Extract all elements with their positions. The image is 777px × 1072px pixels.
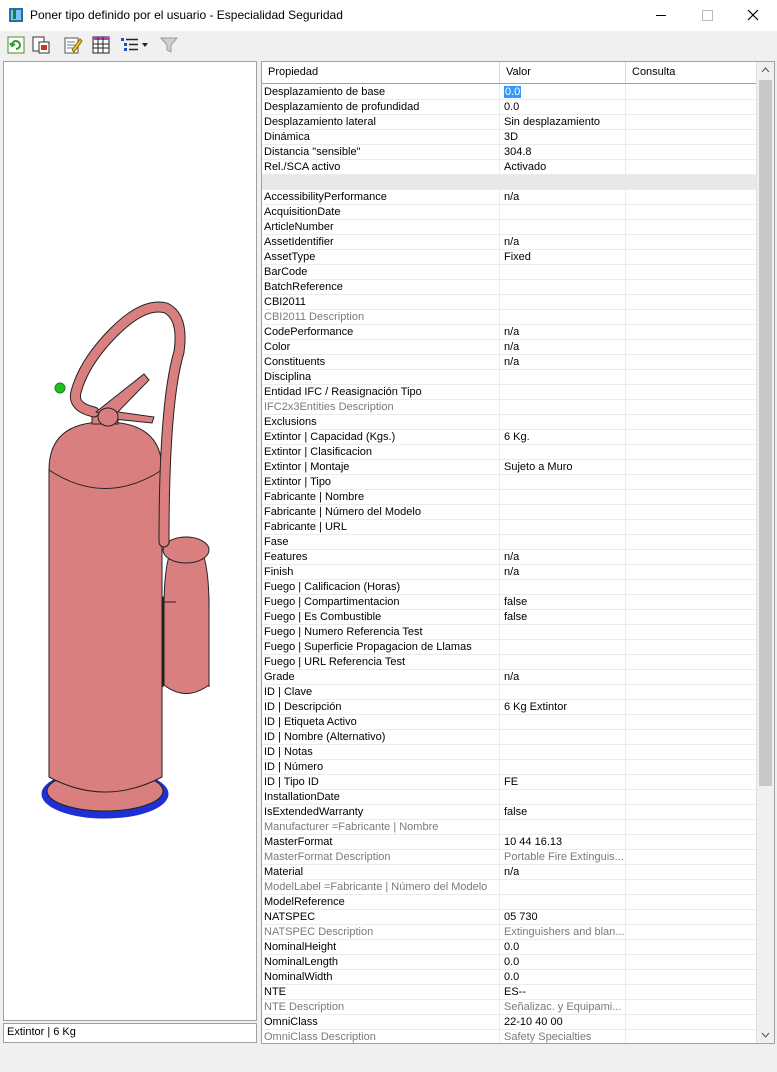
property-name-cell: Extintor | Capacidad (Kgs.) bbox=[262, 430, 500, 445]
query-cell[interactable] bbox=[626, 475, 758, 490]
query-cell[interactable] bbox=[626, 490, 758, 505]
query-cell[interactable] bbox=[626, 700, 758, 715]
property-value-cell[interactable] bbox=[500, 295, 626, 310]
query-cell[interactable] bbox=[626, 745, 758, 760]
query-cell[interactable] bbox=[626, 235, 758, 250]
grid-row[interactable] bbox=[262, 460, 758, 475]
property-value-cell[interactable] bbox=[500, 220, 626, 235]
query-cell[interactable] bbox=[626, 940, 758, 955]
grid-row[interactable] bbox=[262, 790, 758, 805]
grid-row[interactable] bbox=[262, 340, 758, 355]
query-cell[interactable] bbox=[626, 85, 758, 100]
property-value-cell[interactable] bbox=[500, 385, 626, 400]
property-value-cell[interactable]: Fixed bbox=[500, 250, 626, 265]
property-value-cell[interactable]: Sin desplazamiento bbox=[500, 115, 626, 130]
grid-row[interactable] bbox=[262, 955, 758, 970]
property-name-cell: NATSPEC Description bbox=[262, 925, 500, 940]
query-cell[interactable] bbox=[626, 970, 758, 985]
grid-row[interactable] bbox=[262, 880, 758, 895]
property-value-cell[interactable] bbox=[500, 205, 626, 220]
query-cell[interactable] bbox=[626, 505, 758, 520]
property-value-cell[interactable]: false bbox=[500, 595, 626, 610]
grid-row[interactable] bbox=[262, 190, 758, 205]
property-value-cell[interactable] bbox=[500, 415, 626, 430]
property-name-cell: ArticleNumber bbox=[262, 220, 500, 235]
grid-row[interactable] bbox=[262, 445, 758, 460]
property-value-cell[interactable] bbox=[500, 475, 626, 490]
query-cell[interactable] bbox=[626, 625, 758, 640]
grid-row[interactable] bbox=[262, 1030, 758, 1044]
query-cell[interactable] bbox=[626, 295, 758, 310]
property-name-cell: Fabricante | Nombre bbox=[262, 490, 500, 505]
header-consulta[interactable]: Consulta bbox=[632, 66, 676, 78]
query-cell[interactable] bbox=[626, 925, 758, 940]
query-cell[interactable] bbox=[626, 1015, 758, 1030]
grid-row[interactable] bbox=[262, 580, 758, 595]
query-cell[interactable] bbox=[626, 910, 758, 925]
query-cell[interactable] bbox=[626, 100, 758, 115]
query-cell[interactable] bbox=[626, 310, 758, 325]
property-value-cell[interactable] bbox=[500, 505, 626, 520]
query-cell[interactable] bbox=[626, 880, 758, 895]
property-value-cell[interactable]: n/a bbox=[500, 325, 626, 340]
property-value-cell[interactable]: Extinguishers and blan... bbox=[500, 925, 626, 940]
query-cell[interactable] bbox=[626, 640, 758, 655]
property-name-cell: MasterFormat bbox=[262, 835, 500, 850]
header-propiedad[interactable]: Propiedad bbox=[262, 62, 500, 83]
property-value-cell[interactable]: 05 730 bbox=[500, 910, 626, 925]
chevron-down-icon bbox=[757, 1026, 774, 1043]
property-name-cell: Constituents bbox=[262, 355, 500, 370]
property-name-cell: ID | Nombre (Alternativo) bbox=[262, 730, 500, 745]
property-value-cell[interactable]: 0.0 bbox=[500, 100, 626, 115]
property-name-cell: Desplazamiento de profundidad bbox=[262, 100, 500, 115]
query-cell[interactable] bbox=[626, 445, 758, 460]
grid-row[interactable] bbox=[262, 760, 758, 775]
property-value-cell[interactable]: 3D bbox=[500, 130, 626, 145]
property-name-cell: Fuego | Numero Referencia Test bbox=[262, 625, 500, 640]
property-name-cell: NATSPEC bbox=[262, 910, 500, 925]
vertical-scrollbar[interactable] bbox=[756, 62, 774, 1043]
property-name-cell: Fuego | Compartimentacion bbox=[262, 595, 500, 610]
filter-button[interactable] bbox=[158, 34, 180, 56]
app-icon bbox=[8, 7, 24, 23]
grid-row[interactable] bbox=[262, 910, 758, 925]
property-value-cell[interactable]: 6 Kg. bbox=[500, 430, 626, 445]
query-cell[interactable] bbox=[626, 655, 758, 670]
grid-row[interactable] bbox=[262, 115, 758, 130]
grid-row[interactable] bbox=[262, 235, 758, 250]
grid-row[interactable] bbox=[262, 895, 758, 910]
grid-row[interactable] bbox=[262, 220, 758, 235]
property-name-cell: Desplazamiento lateral bbox=[262, 115, 500, 130]
grid-row[interactable] bbox=[262, 970, 758, 985]
grid-row[interactable] bbox=[262, 925, 758, 940]
property-grid[interactable] bbox=[261, 61, 775, 1044]
property-name-cell: Fabricante | URL bbox=[262, 520, 500, 535]
property-name-cell: AccessibilityPerformance bbox=[262, 190, 500, 205]
property-name-cell: ModelReference bbox=[262, 895, 500, 910]
query-cell[interactable] bbox=[626, 685, 758, 700]
grid-row[interactable] bbox=[262, 715, 758, 730]
property-value-cell[interactable] bbox=[500, 445, 626, 460]
grid-row[interactable] bbox=[262, 475, 758, 490]
property-name-cell: InstallationDate bbox=[262, 790, 500, 805]
grid-row[interactable] bbox=[262, 370, 758, 385]
property-name-cell: Finish bbox=[262, 565, 500, 580]
grid-row[interactable] bbox=[262, 145, 758, 160]
property-name-cell: NTE Description bbox=[262, 1000, 500, 1015]
grid-row[interactable] bbox=[262, 595, 758, 610]
property-name-cell: MasterFormat Description bbox=[262, 850, 500, 865]
query-cell[interactable] bbox=[626, 865, 758, 880]
property-name-cell: OmniClass bbox=[262, 1015, 500, 1030]
grid-row[interactable] bbox=[262, 430, 758, 445]
property-value-cell[interactable]: 0.0 bbox=[500, 940, 626, 955]
grid-row[interactable] bbox=[262, 265, 758, 280]
property-value-cell[interactable]: 10 44 16.13 bbox=[500, 835, 626, 850]
query-cell[interactable] bbox=[626, 835, 758, 850]
grid-rows bbox=[262, 85, 758, 1044]
query-cell[interactable] bbox=[626, 415, 758, 430]
grid-separator-row bbox=[262, 175, 758, 190]
property-name-cell: Extintor | Montaje bbox=[262, 460, 500, 475]
maximize-icon bbox=[684, 0, 730, 31]
property-value-cell[interactable]: n/a bbox=[500, 550, 626, 565]
property-value-cell[interactable] bbox=[500, 880, 626, 895]
type-manager-button[interactable] bbox=[30, 34, 52, 56]
grid-row[interactable] bbox=[262, 1000, 758, 1015]
property-name-cell: ID | Descripción bbox=[262, 700, 500, 715]
grid-row[interactable] bbox=[262, 940, 758, 955]
query-cell[interactable] bbox=[626, 895, 758, 910]
scroll-thumb[interactable] bbox=[759, 80, 772, 786]
toolbar bbox=[0, 31, 777, 59]
query-cell[interactable] bbox=[626, 550, 758, 565]
property-name-cell: Exclusions bbox=[262, 415, 500, 430]
grid-row[interactable] bbox=[262, 205, 758, 220]
property-name-cell: NominalHeight bbox=[262, 940, 500, 955]
grid-row[interactable] bbox=[262, 775, 758, 790]
property-name-cell: Disciplina bbox=[262, 370, 500, 385]
property-value-cell[interactable]: n/a bbox=[500, 565, 626, 580]
query-cell[interactable] bbox=[626, 325, 758, 340]
property-value-cell[interactable] bbox=[500, 490, 626, 505]
property-value-cell[interactable]: 22-10 40 00 bbox=[500, 1015, 626, 1030]
query-cell[interactable] bbox=[626, 145, 758, 160]
grid-row[interactable] bbox=[262, 820, 758, 835]
property-value-cell[interactable]: 6 Kg Extintor bbox=[500, 700, 626, 715]
close-icon bbox=[730, 0, 776, 31]
grid-row[interactable] bbox=[262, 835, 758, 850]
funnel-icon bbox=[158, 34, 180, 56]
property-name-cell: CodePerformance bbox=[262, 325, 500, 340]
property-name-cell: BarCode bbox=[262, 265, 500, 280]
property-value-cell[interactable] bbox=[500, 280, 626, 295]
fire-extinguisher-preview[interactable] bbox=[4, 62, 256, 1020]
property-value-cell[interactable]: Sujeto a Muro bbox=[500, 460, 626, 475]
query-cell[interactable] bbox=[626, 280, 758, 295]
property-name-cell: Fuego | Calificacion (Horas) bbox=[262, 580, 500, 595]
query-cell[interactable] bbox=[626, 730, 758, 745]
query-cell[interactable] bbox=[626, 850, 758, 865]
grid-row[interactable] bbox=[262, 1015, 758, 1030]
property-name-cell: Entidad IFC / Reasignación Tipo bbox=[262, 385, 500, 400]
property-name-cell: NominalLength bbox=[262, 955, 500, 970]
property-value-cell[interactable] bbox=[500, 760, 626, 775]
grid-row[interactable] bbox=[262, 280, 758, 295]
query-cell[interactable] bbox=[626, 670, 758, 685]
extinguisher-drawing bbox=[42, 307, 209, 818]
type-manager-icon bbox=[30, 34, 52, 56]
query-cell[interactable] bbox=[626, 610, 758, 625]
property-value-cell[interactable]: 0.0 bbox=[500, 970, 626, 985]
property-value-cell[interactable] bbox=[500, 730, 626, 745]
property-name-cell: Manufacturer =Fabricante | Nombre bbox=[262, 820, 500, 835]
property-value-cell[interactable] bbox=[500, 265, 626, 280]
property-name-cell: AssetIdentifier bbox=[262, 235, 500, 250]
query-cell[interactable] bbox=[626, 160, 758, 175]
grid-row[interactable] bbox=[262, 325, 758, 340]
query-cell[interactable] bbox=[626, 355, 758, 370]
grid-row[interactable] bbox=[262, 505, 758, 520]
list-dropdown-icon bbox=[118, 34, 152, 56]
property-name-cell: AssetType bbox=[262, 250, 500, 265]
pencil-icon bbox=[62, 34, 84, 56]
window-title: Poner tipo definido por el usuario - Especialidad Seguridad bbox=[30, 8, 343, 22]
property-name-cell: Color bbox=[262, 340, 500, 355]
grid-row[interactable] bbox=[262, 805, 758, 820]
property-value-cell[interactable] bbox=[500, 535, 626, 550]
grid-row[interactable] bbox=[262, 250, 758, 265]
property-value-cell[interactable]: n/a bbox=[500, 190, 626, 205]
grid-row[interactable] bbox=[262, 385, 758, 400]
query-cell[interactable] bbox=[626, 760, 758, 775]
property-value-cell[interactable]: n/a bbox=[500, 670, 626, 685]
grid-row[interactable] bbox=[262, 400, 758, 415]
grid-row[interactable] bbox=[262, 745, 758, 760]
selected-type-label: Extintor | 6 Kg bbox=[3, 1023, 257, 1043]
grid-row[interactable] bbox=[262, 730, 758, 745]
property-value-cell[interactable]: 0.0 bbox=[500, 955, 626, 970]
refresh-button[interactable] bbox=[5, 34, 27, 56]
query-cell[interactable] bbox=[626, 565, 758, 580]
query-cell[interactable] bbox=[626, 115, 758, 130]
query-cell[interactable] bbox=[626, 340, 758, 355]
scroll-down-button[interactable] bbox=[757, 1026, 774, 1043]
property-value-cell[interactable]: Activado bbox=[500, 160, 626, 175]
grid-header bbox=[262, 62, 758, 84]
property-value-cell[interactable] bbox=[500, 400, 626, 415]
query-cell[interactable] bbox=[626, 370, 758, 385]
table-icon bbox=[90, 34, 112, 56]
grid-row[interactable] bbox=[262, 850, 758, 865]
grid-row[interactable] bbox=[262, 535, 758, 550]
grid-row[interactable] bbox=[262, 295, 758, 310]
query-cell[interactable] bbox=[626, 820, 758, 835]
property-name-cell: Extintor | Clasificacion bbox=[262, 445, 500, 460]
property-value-cell[interactable]: n/a bbox=[500, 340, 626, 355]
query-cell[interactable] bbox=[626, 955, 758, 970]
query-cell[interactable] bbox=[626, 790, 758, 805]
property-value-cell[interactable] bbox=[500, 895, 626, 910]
grid-row[interactable] bbox=[262, 985, 758, 1000]
close-button[interactable] bbox=[730, 0, 776, 31]
preview-panel[interactable] bbox=[3, 61, 257, 1021]
property-value-cell[interactable] bbox=[500, 520, 626, 535]
property-name-cell: Fuego | Superficie Propagacion de Llamas bbox=[262, 640, 500, 655]
query-cell[interactable] bbox=[626, 460, 758, 475]
table-view-button[interactable] bbox=[90, 34, 112, 56]
grid-row[interactable] bbox=[262, 130, 758, 145]
grid-row[interactable] bbox=[262, 415, 758, 430]
query-cell[interactable] bbox=[626, 220, 758, 235]
minimize-button[interactable] bbox=[638, 0, 684, 31]
query-cell[interactable] bbox=[626, 580, 758, 595]
property-value-cell[interactable]: false bbox=[500, 805, 626, 820]
property-name-cell: Fuego | URL Referencia Test bbox=[262, 655, 500, 670]
property-value-cell[interactable]: 304.8 bbox=[500, 145, 626, 160]
query-cell[interactable] bbox=[626, 130, 758, 145]
query-cell[interactable] bbox=[626, 715, 758, 730]
property-name-cell: ID | Número bbox=[262, 760, 500, 775]
grid-row[interactable] bbox=[262, 610, 758, 625]
edit-button[interactable] bbox=[62, 34, 84, 56]
property-name-cell: AcquisitionDate bbox=[262, 205, 500, 220]
property-name-cell: Fase bbox=[262, 535, 500, 550]
title-bar bbox=[0, 0, 777, 31]
grid-row[interactable] bbox=[262, 670, 758, 685]
property-name-cell: CBI2011 Description bbox=[262, 310, 500, 325]
property-value-cell[interactable]: n/a bbox=[500, 865, 626, 880]
minimize-icon bbox=[638, 0, 684, 31]
grid-row[interactable] bbox=[262, 100, 758, 115]
grid-row[interactable] bbox=[262, 355, 758, 370]
grid-row[interactable] bbox=[262, 865, 758, 880]
grid-row[interactable] bbox=[262, 490, 758, 505]
query-cell[interactable] bbox=[626, 805, 758, 820]
grid-row[interactable] bbox=[262, 625, 758, 640]
property-value-cell[interactable] bbox=[500, 580, 626, 595]
property-name-cell: NominalWidth bbox=[262, 970, 500, 985]
property-value-cell[interactable]: n/a bbox=[500, 355, 626, 370]
grid-row[interactable] bbox=[262, 520, 758, 535]
query-cell[interactable] bbox=[626, 250, 758, 265]
property-value-cell[interactable] bbox=[500, 640, 626, 655]
property-name-cell: ID | Etiqueta Activo bbox=[262, 715, 500, 730]
property-value-cell[interactable]: Señalizac. y Equipami... bbox=[500, 1000, 626, 1015]
query-cell[interactable] bbox=[626, 385, 758, 400]
property-value-cell[interactable] bbox=[500, 820, 626, 835]
grid-row[interactable] bbox=[262, 700, 758, 715]
property-name-cell: ID | Tipo ID bbox=[262, 775, 500, 790]
property-name-cell: OmniClass Description bbox=[262, 1030, 500, 1044]
property-value-cell[interactable]: FE bbox=[500, 775, 626, 790]
property-name-cell: Grade bbox=[262, 670, 500, 685]
property-name-cell: BatchReference bbox=[262, 280, 500, 295]
property-value-cell[interactable]: n/a bbox=[500, 235, 626, 250]
property-value-cell[interactable] bbox=[500, 370, 626, 385]
query-cell[interactable] bbox=[626, 190, 758, 205]
property-value-cell[interactable] bbox=[500, 745, 626, 760]
scroll-up-button[interactable] bbox=[757, 62, 774, 79]
property-name-cell: ID | Clave bbox=[262, 685, 500, 700]
property-value-cell[interactable] bbox=[500, 715, 626, 730]
list-view-button[interactable] bbox=[118, 34, 152, 56]
query-cell[interactable] bbox=[626, 430, 758, 445]
query-cell[interactable] bbox=[626, 400, 758, 415]
property-name-cell: IsExtendedWarranty bbox=[262, 805, 500, 820]
property-value-cell[interactable]: Safety Specialties bbox=[500, 1030, 626, 1044]
query-cell[interactable] bbox=[626, 265, 758, 280]
property-name-cell: NTE bbox=[262, 985, 500, 1000]
query-cell[interactable] bbox=[626, 205, 758, 220]
query-cell[interactable] bbox=[626, 775, 758, 790]
property-value-cell[interactable] bbox=[500, 310, 626, 325]
property-name-cell: Material bbox=[262, 865, 500, 880]
chevron-up-icon bbox=[757, 62, 774, 79]
grid-row[interactable] bbox=[262, 565, 758, 580]
property-name-cell: CBI2011 bbox=[262, 295, 500, 310]
maximize-button[interactable] bbox=[684, 0, 730, 31]
query-cell[interactable] bbox=[626, 1000, 758, 1015]
header-valor[interactable]: Valor bbox=[500, 62, 626, 83]
query-cell[interactable] bbox=[626, 520, 758, 535]
query-cell[interactable] bbox=[626, 535, 758, 550]
grid-row[interactable] bbox=[262, 685, 758, 700]
query-cell[interactable] bbox=[626, 1030, 758, 1044]
property-name-cell: Dinámica bbox=[262, 130, 500, 145]
property-value-cell[interactable]: ES-- bbox=[500, 985, 626, 1000]
property-value-cell[interactable] bbox=[500, 85, 626, 100]
grid-row[interactable] bbox=[262, 310, 758, 325]
property-value-cell[interactable] bbox=[500, 790, 626, 805]
property-name-cell: Rel./SCA activo bbox=[262, 160, 500, 175]
property-name-cell: Features bbox=[262, 550, 500, 565]
grid-row[interactable] bbox=[262, 160, 758, 175]
property-value-cell[interactable]: Portable Fire Extinguis... bbox=[500, 850, 626, 865]
refresh-icon bbox=[5, 34, 27, 56]
property-name-cell: Desplazamiento de base bbox=[262, 85, 500, 100]
selected-value-text[interactable]: 0.0 bbox=[505, 86, 521, 98]
property-name-cell: Extintor | Tipo bbox=[262, 475, 500, 490]
property-value-cell[interactable] bbox=[500, 625, 626, 640]
query-cell[interactable] bbox=[626, 595, 758, 610]
property-value-cell[interactable] bbox=[500, 655, 626, 670]
grid-row[interactable] bbox=[262, 550, 758, 565]
property-value-cell[interactable] bbox=[500, 685, 626, 700]
property-name-cell: Fabricante | Número del Modelo bbox=[262, 505, 500, 520]
grid-row[interactable] bbox=[262, 85, 758, 100]
grid-row[interactable] bbox=[262, 640, 758, 655]
property-name-cell: Fuego | Es Combustible bbox=[262, 610, 500, 625]
query-cell[interactable] bbox=[626, 985, 758, 1000]
grid-row[interactable] bbox=[262, 655, 758, 670]
property-name-cell: Distancia "sensible" bbox=[262, 145, 500, 160]
property-name-cell: ID | Notas bbox=[262, 745, 500, 760]
property-name-cell: ModelLabel =Fabricante | Número del Modelo bbox=[262, 880, 500, 895]
property-name-cell: IFC2x3Entities Description bbox=[262, 400, 500, 415]
property-value-cell[interactable]: false bbox=[500, 610, 626, 625]
